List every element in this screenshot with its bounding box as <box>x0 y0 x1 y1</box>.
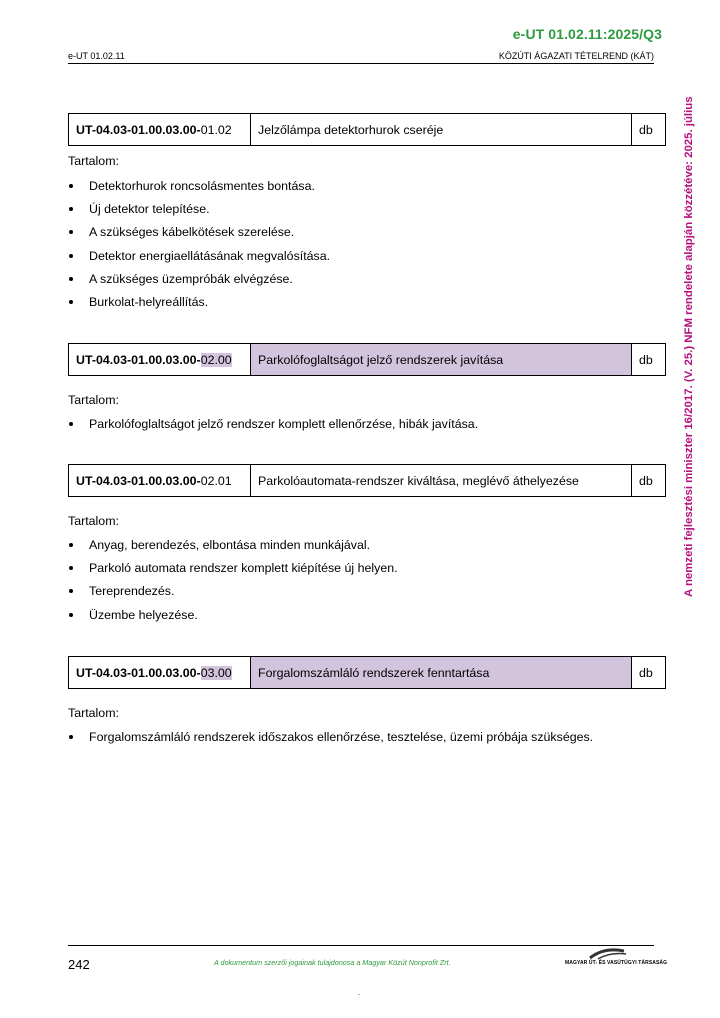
list-item: Anyag, berendezés, elbontása minden munkájával. <box>68 536 398 559</box>
list-item: Forgalomszámláló rendszerek időszakos ellenőrzése, tesztelése, üzemi próbája szükséges. <box>68 728 593 751</box>
item-code <box>69 657 251 688</box>
item-unit: db <box>639 352 653 367</box>
item-name: Jelzőlámpa detektorhurok cseréje <box>251 114 632 145</box>
list-item: A szükséges kábelkötések szerelése. <box>68 223 330 246</box>
item-code-main: UT-04.03-01.00.03.00- <box>76 473 201 488</box>
content-list <box>68 177 330 316</box>
page-mark <box>358 994 360 995</box>
copyright-notice: A dokumentum szerzői jogainak tulajdonosa a Magyar Közút Nonprofit Zrt. <box>214 958 451 967</box>
item-table <box>68 343 666 376</box>
list-item: Tereprendezés. <box>68 582 398 605</box>
content-label: Tartalom: <box>68 154 119 168</box>
list-item: Burkolat-helyreállítás. <box>68 293 330 316</box>
item-code-main: UT-04.03-01.00.03.00- <box>76 122 201 137</box>
list-item: Parkolófoglaltságot jelző rendszer komplett ellenőrzése, hibák javítása. <box>68 415 478 438</box>
list-item: A szükséges üzempróbák elvégzése. <box>68 270 330 293</box>
item-code-main: UT-04.03-01.00.03.00- <box>76 665 201 680</box>
item-code-suffix: 02.01 <box>200 473 232 488</box>
item-code <box>69 465 251 496</box>
list-item: Parkoló automata rendszer komplett kiépítése új helyen. <box>68 559 398 582</box>
content-list <box>68 415 478 438</box>
content-label: Tartalom: <box>68 514 119 528</box>
item-table <box>68 656 666 689</box>
item-table <box>68 464 666 497</box>
list-item: Üzembe helyezése. <box>68 606 398 629</box>
header-rule <box>68 63 654 64</box>
content-list <box>68 536 398 629</box>
item-unit: db <box>639 122 653 137</box>
item-name: Parkolófoglaltságot jelző rendszerek javítása <box>251 344 632 375</box>
item-code-suffix: 01.02 <box>200 122 232 137</box>
side-publication-note: A nemzeti fejlesztési miniszter 16/2017. (V. 25.) NFM rendelete alapján közzétéve: 2025. július <box>683 96 695 597</box>
item-table <box>68 113 666 146</box>
item-code-main: UT-04.03-01.00.03.00- <box>76 352 201 367</box>
item-code-suffix: 02.00 <box>200 352 232 367</box>
list-item: Detektor energiaellátásának megvalósítása. <box>68 247 330 270</box>
company-logo <box>560 945 668 971</box>
page-number: 242 <box>68 957 90 972</box>
item-unit: db <box>639 473 653 488</box>
logo-mark-icon <box>560 945 656 961</box>
document-code: e-UT 01.02.11:2025/Q3 <box>512 26 662 42</box>
content-label: Tartalom: <box>68 706 119 720</box>
logo-text: MAGYAR ÚT- ÉS VASÚTÜGYI TÁRSASÁG <box>565 960 668 966</box>
content-list <box>68 728 593 751</box>
item-code <box>69 344 251 375</box>
list-item: Detektorhurok roncsolásmentes bontása. <box>68 177 330 200</box>
item-code-suffix: 03.00 <box>200 665 232 680</box>
header-right: KÖZÚTI ÁGAZATI TÉTELREND (KÁT) <box>498 51 654 61</box>
item-name: Forgalomszámláló rendszerek fenntartása <box>251 657 632 688</box>
item-name: Parkolóautomata-rendszer kiváltása, meglévő áthelyezése <box>251 465 632 496</box>
item-unit: db <box>639 665 653 680</box>
list-item: Új detektor telepítése. <box>68 200 330 223</box>
content-label: Tartalom: <box>68 393 119 407</box>
header-left: e-UT 01.02.11 <box>68 51 125 61</box>
item-code <box>69 114 251 145</box>
